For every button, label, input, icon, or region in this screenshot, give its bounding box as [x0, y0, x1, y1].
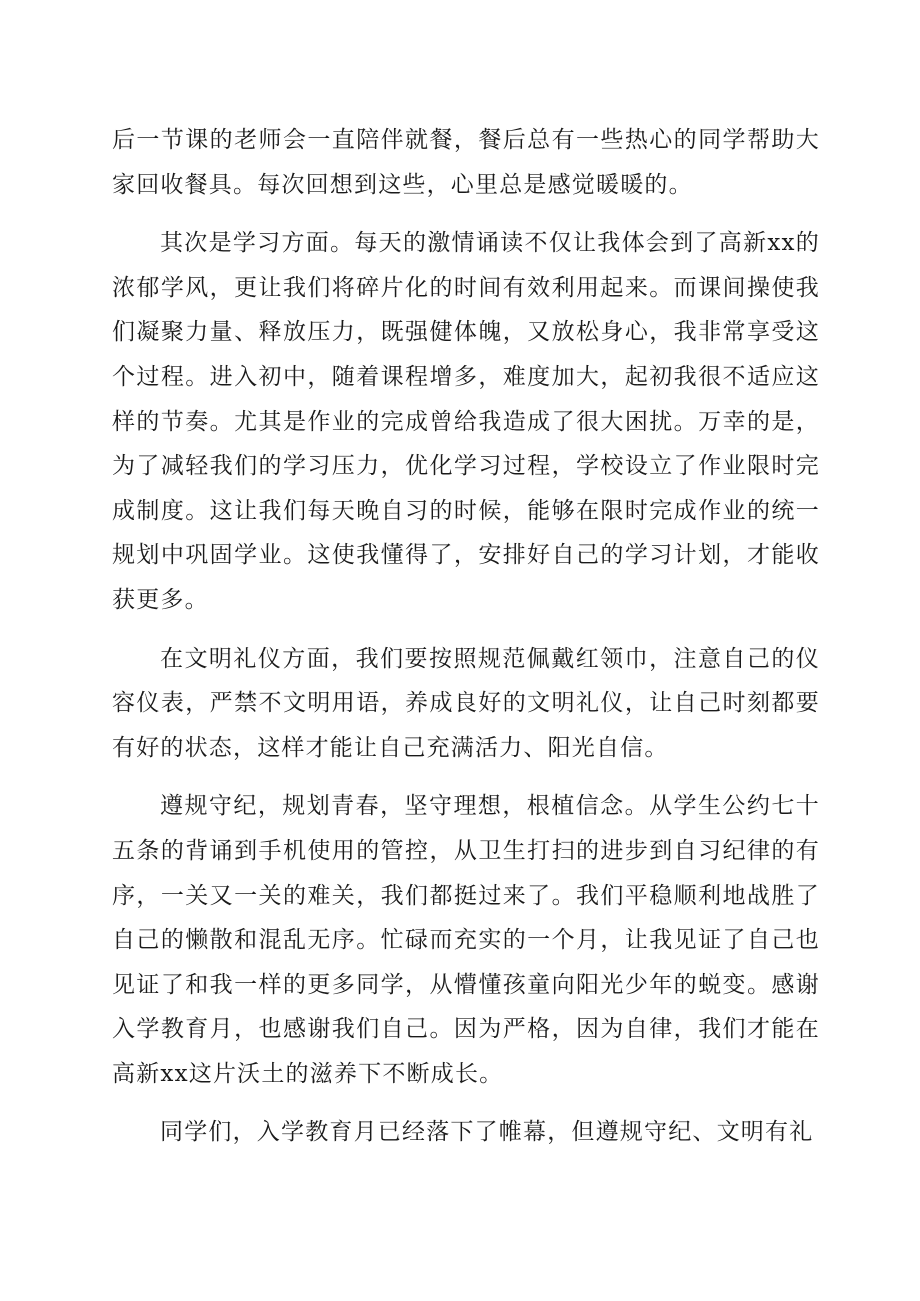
paragraph-study: 其次是学习方面。每天的激情诵读不仅让我体会到了高新xx的浓郁学风，更让我们将碎片化的时间有效利用起来。而课间操使我们凝聚力量、释放压力，既强健体魄，又放松身心，我非常享受这个过程。进入初中，随着课程增多，难度加大，起初我很不适应这样的节奏。尤其是作业的完成曾给我造成了很大困扰。万幸的是，为了减轻我们的学习压力，优化学习过程，学校设立了作业限时完成制度。这让我们每天晚自习的时候，能够在限时完成作业的统一规划中巩固学业。这使我懂得了，安排好自己的学习计划，才能收获更多。 — [112, 230, 820, 613]
paragraph-etiquette: 在文明礼仪方面，我们要按照规范佩戴红领巾，注意自己的仪容仪表，严禁不文明用语，养成良好的文明礼仪，让自己时刻都要有好的状态，这样才能让自己充满活力、阳光自信。 — [112, 645, 820, 761]
paragraph-discipline: 遵规守纪，规划青春，坚守理想，根植信念。从学生公约七十五条的背诵到手机使用的管控，从卫生打扫的进步到自习纪律的有序，一关又一关的难关，我们都挺过来了。我们平稳顺利地战胜了自己的懒散和混乱无序。忙碌而充实的一个月，让我见证了自己也见证了和我一样的更多同学，从懵懂孩童向阳光少年的蜕变。感谢入学教育月，也感谢我们自己。因为严格，因为自律，我们才能在高新xx这片沃土的滋养下不断成长。 — [112, 793, 820, 1087]
paragraph-closing: 同学们，入学教育月已经落下了帷幕，但遵规守纪、文明有礼 — [160, 1119, 814, 1146]
paragraph-continuation: 后一节课的老师会一直陪伴就餐，餐后总有一些热心的同学帮助大家回收餐具。每次回想到这些，心里总是感觉暖暖的。 — [112, 127, 820, 198]
